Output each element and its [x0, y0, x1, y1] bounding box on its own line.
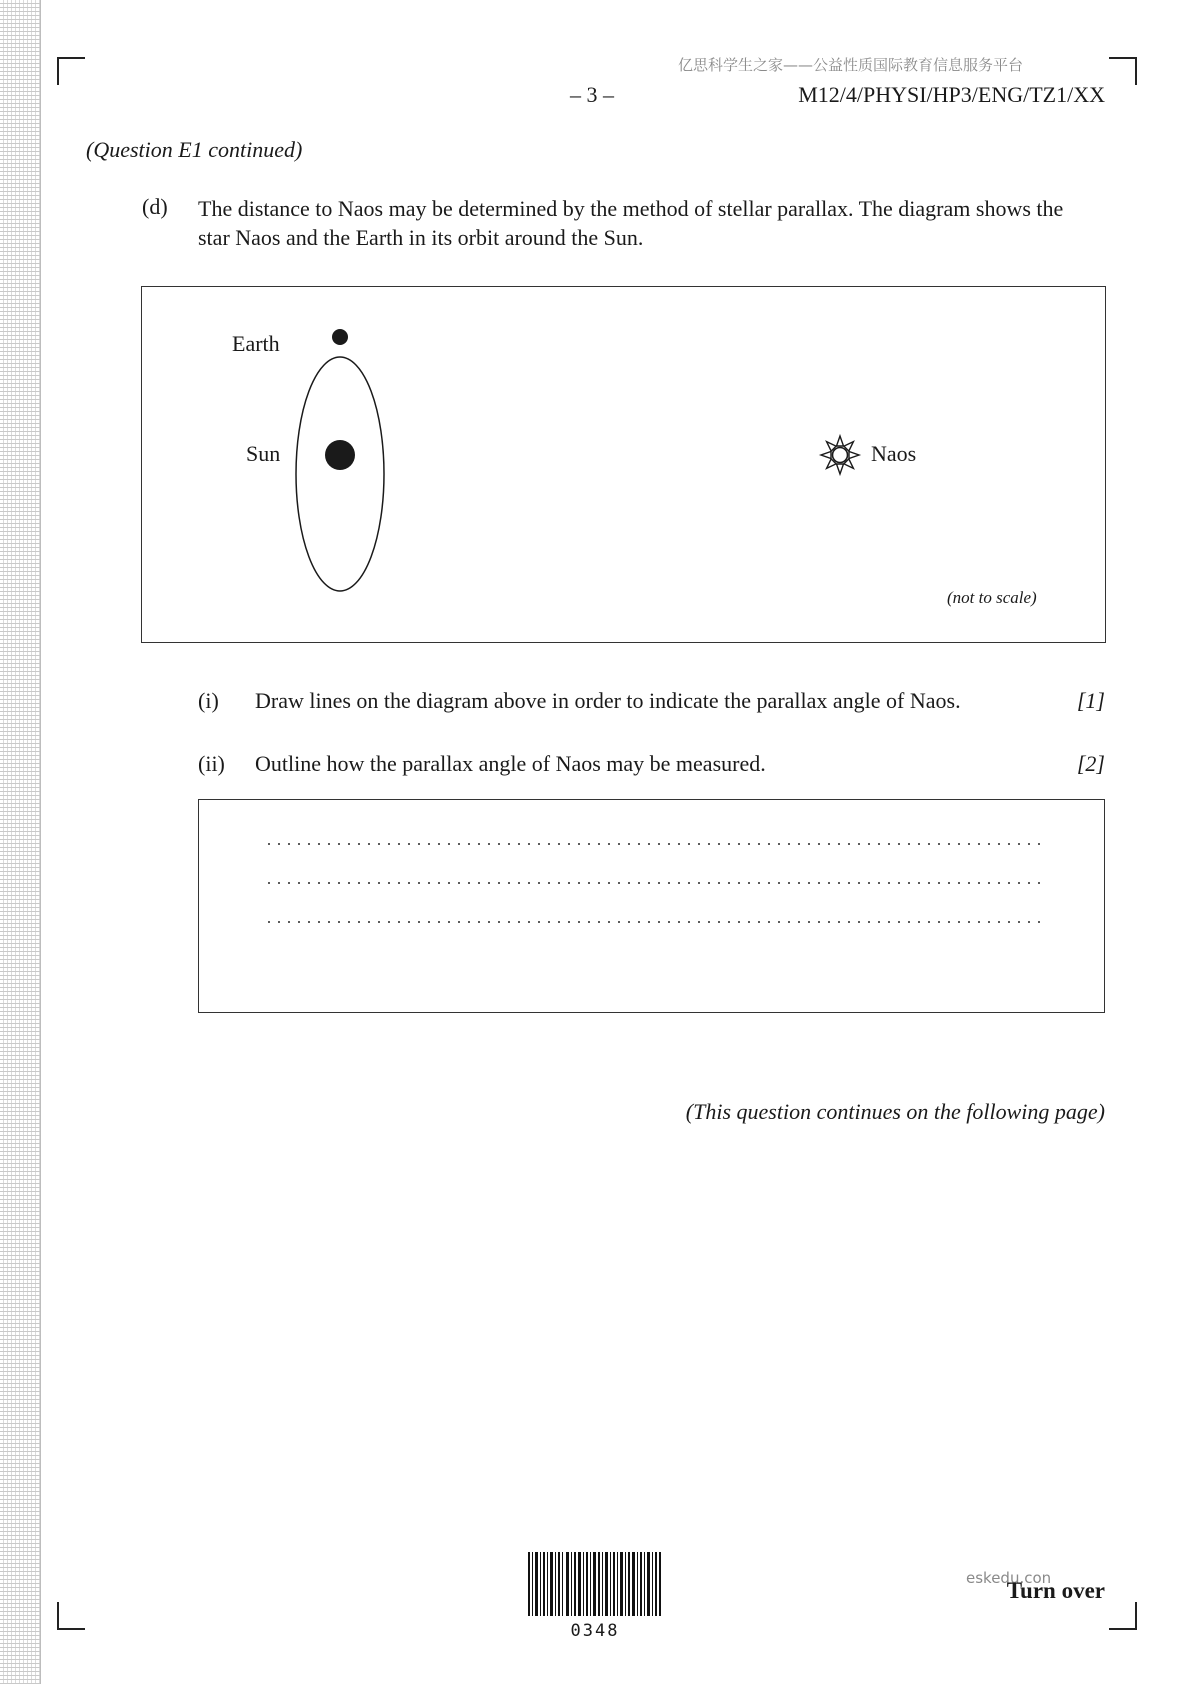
turn-over-label: Turn over: [1006, 1578, 1105, 1603]
crop-mark-top-left: [57, 57, 85, 85]
barcode: [528, 1552, 662, 1616]
part-d-label: (d): [142, 194, 168, 219]
crop-mark-bottom-right: [1109, 1602, 1137, 1630]
parallax-diagram[interactable]: [141, 286, 1106, 643]
part-d-text: The distance to Naos may be determined by the method of stellar parallax. The diagram shows the star Naos and the Earth in its orbit around the Sun.: [198, 196, 1064, 250]
naos-label: Naos: [871, 441, 917, 466]
earth-orbit: [296, 357, 384, 591]
watermark-header: 亿思科学生之家——公益性质国际教育信息服务平台: [678, 56, 1024, 74]
earth-body: [332, 329, 348, 345]
answer-line-3[interactable]: [264, 921, 1040, 923]
question-continued-label: (Question E1 continued): [86, 137, 303, 162]
page-number: – 3 –: [570, 82, 614, 107]
sub-question-ii-label: (ii): [198, 751, 225, 776]
answer-line-1[interactable]: [264, 843, 1040, 845]
watermark-footer: eskedu.con: [966, 1569, 1052, 1587]
crop-mark-bottom-left: [57, 1602, 85, 1630]
answer-line-2[interactable]: [264, 882, 1040, 884]
answer-box[interactable]: [198, 799, 1105, 1013]
sub-question-i-text: Draw lines on the diagram above in order to indicate the parallax angle of Naos.: [255, 688, 961, 713]
sub-question-i-marks: [1]: [1076, 688, 1105, 713]
sun-label: Sun: [246, 441, 281, 466]
sub-question-i-label: (i): [198, 688, 219, 713]
crop-mark-top-right: [1109, 57, 1137, 85]
earth-label: Earth: [232, 331, 280, 356]
star-icon: [821, 436, 859, 474]
paper-code: M12/4/PHYSI/HP3/ENG/TZ1/XX: [798, 82, 1105, 107]
binding-strip: [0, 0, 41, 1684]
barcode-number: 0348: [570, 1621, 620, 1641]
sub-question-ii-marks: [2]: [1076, 751, 1105, 776]
sun-body: [325, 440, 355, 470]
continues-note: (This question continues on the following page): [685, 1099, 1105, 1124]
not-to-scale-note: (not to scale): [947, 588, 1037, 607]
sub-question-ii-text: Outline how the parallax angle of Naos may be measured.: [255, 751, 766, 776]
